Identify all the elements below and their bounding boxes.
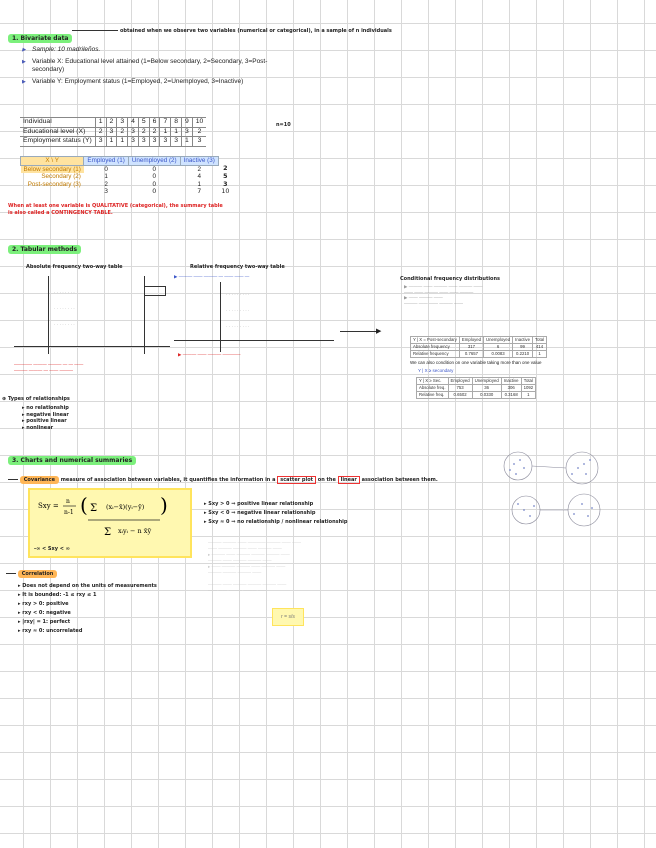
table-cell: 9 [182,118,193,128]
contingency-note: When at least one variable is QUALITATIVE (categorical), the summary table is also called a CONTINGENCY TABLE. [8,203,223,216]
scatter-plot-box: scatter plot [277,476,316,484]
table-cell: 7 [160,118,171,128]
table-cell: Unemployed [484,337,513,344]
types-title: ⊕ Types of relationships [2,396,70,402]
correlation-tag: Correlation [18,570,58,578]
conditional-notes: ▶ ——— —— ——— —— ——— —— —— —— ——— —— —— ——— ▶ —— ——— —— ——— —— —— ——— —— [404,284,483,306]
list-item-text: negative linear [26,411,69,418]
table-cell: Employed [459,337,483,344]
table-cell: 1 [106,137,117,147]
table-cell: 0 [104,165,108,173]
table-cell: Absolute freq. [417,385,449,392]
svg-text:(xᵢ−x̄)(yᵢ−ȳ): (xᵢ−x̄)(yᵢ−ȳ) [106,503,145,511]
table-cell: 2 [117,127,128,137]
abs-freq-notes: ———— ——— ——— — — —— ——— ——— — —— ——— [14,362,84,373]
list-item: ▸ Sxy > 0 ⇒ positive linear relationship [204,501,314,507]
section2-header [8,238,81,256]
list-item: ▸ rxy ≈ 0: uncorrelated [18,628,83,634]
scatter-sketches [496,444,614,532]
correlation-list [18,582,157,636]
svg-text:(: ( [80,493,88,517]
conditional-bullet: Y | X ≥ secondary [418,368,454,373]
section3-header [8,449,136,467]
types-list [22,405,69,431]
table-cell: 1 [171,127,182,137]
svg-text:Σ: Σ [90,503,98,514]
covariance-end: association between them. [361,477,438,483]
correlation-formula-box: r = s/s [272,608,304,626]
conditional-table-1 [410,336,547,358]
table-cell: 8 [171,118,182,128]
list-item: ▸ positive linear [22,418,67,424]
table-cell: 0.0330 [472,392,501,399]
table-cell: 1 [182,137,193,147]
table-cell: 0.7657 [459,351,483,358]
table-cell: Unemployed (2) [128,157,180,166]
covariance-mid: on the [317,477,336,483]
formula-lhs: Sxy = [38,502,59,510]
table-cell: 2 [95,127,106,137]
table-cell: 1 [532,351,546,358]
table-cell: 306 [501,385,521,392]
table-cell: 5 [138,118,149,128]
table-cell: 2 [106,118,117,128]
list-item: ▸ negative linear [22,411,69,418]
list-item: ▸ Sxy ≈ 0 ⇒ no relationship / nonlinear relationship [204,519,348,525]
table-cell: 0.0083 [484,351,513,358]
table-cell: 5 [223,173,228,180]
table-cell: 0 [152,165,157,173]
table-cell: Relative frequency [411,351,460,358]
table-cell: Absolute frequency [411,344,460,351]
table-cell: 1 [197,180,201,188]
table-cell: 3 [104,188,109,195]
table-cell: 3 [223,180,228,188]
list-item-text: Sxy > 0 ⇒ positive linear relationship [208,501,314,507]
bullet-variable-x: ▶ Variable X: Educational level attained (1=Below secondary, 2=Secondary, 3=Post-secondary) [22,58,272,74]
table-cell: 7 [197,188,202,195]
table-cell: 3 [95,137,106,147]
table-cell: Below secondary (1) [21,165,84,173]
svg-text:): ) [160,493,168,517]
svg-text:n-1: n-1 [64,509,74,516]
table-cell: 6 [149,118,160,128]
list-item-text: Sxy ≈ 0 ⇒ no relationship / nonlinear relationship [208,519,348,525]
table-cell: Y | X = Post-secondary [411,337,460,344]
table-cell: 2 [192,127,206,137]
contingency-table [20,156,232,196]
table-cell: Inactive [513,337,533,344]
table-cell [21,188,84,196]
covariance-tag: Covariance [20,476,59,484]
table-cell: 2 [197,165,201,173]
table-cell: 414 [532,344,546,351]
table-cell: 10 [221,188,230,195]
table-cell: 1092 [521,385,536,392]
list-item-text: |rxy| = 1: perfect [22,619,71,625]
abs-freq-title: Absolute frequency two-way table [26,264,123,270]
list-item-text: no relationship [26,405,69,411]
svg-text:xᵢyᵢ − n x̄ȳ: xᵢyᵢ − n x̄ȳ [118,527,152,535]
table-cell: 2 [223,165,228,173]
svg-text:Σ: Σ [104,527,112,538]
list-item-text: rxy ≈ 0: uncorrelated [22,628,83,634]
table-cell: 753 [448,385,472,392]
rel-freq-table: ▶ ——— —— ——— — —— —— — · · · · · · · · · · · · · · · · · · · · · · · · · · · ▶ ——— —— ——— ———— [174,276,334,356]
table-cell: 3 [117,118,128,128]
table-cell: Employed [448,378,472,385]
table-cell: 6 [484,344,513,351]
rel-freq-title: Relative frequency two-way table [190,264,285,270]
covariance-desc: measure of association between variables, it quantifies the information in a [60,477,276,483]
table-cell: Secondary (2) [41,173,81,180]
table-cell: 1 [104,173,108,180]
table-cell: Employed (1) [84,157,128,166]
table-cell: 3 [192,137,206,147]
table-cell: 4 [128,118,139,128]
correlation-header [6,571,57,577]
list-item: ▸ rxy > 0: positive [18,601,69,607]
table-cell: Unemployed [472,378,501,385]
table-cell: 0.6502 [448,392,472,399]
table-cell: X \ Y [21,157,84,166]
list-item-text: rxy > 0: positive [22,601,69,607]
section1-bullets [22,46,272,86]
table-cell: 3 [160,137,171,147]
list-item: ▸ Sxy < 0 ⇒ negative linear relationship [204,510,316,516]
table-cell: Total [521,378,536,385]
table-cell: Inactive (3) [180,157,218,166]
table-cell: Employment status (Y) [23,137,92,144]
table-cell: 2 [138,127,149,137]
types-title-text: Types of relationships [7,396,70,402]
conditional-note: We can also condition on one variable taking more than one value [410,360,542,365]
bullet-sample: ▶ Sample: 10 madrileños. [22,46,272,54]
table-cell: 3 [128,137,139,147]
section3-title: 3. Charts and numerical summaries [8,456,136,465]
conditional-title: Conditional frequency distributions [400,276,501,282]
abs-freq-table: · · · · · · · · · · · · · · · · · · · · · · · · [14,276,170,356]
list-item: ▸ nonlinear [22,424,54,431]
section2-title: 2. Tabular methods [8,245,81,254]
list-item-text: Does not depend on the units of measurements [22,583,157,589]
n-note: n=10 [276,122,291,128]
table-cell: 1 [95,118,106,128]
list-item: ▸ rxy < 0: negative [18,610,71,616]
table-cell: 3 [149,137,160,147]
list-item-text: It is bounded: -1 ≤ rxy ≤ 1 [22,592,97,598]
covariance-line [8,476,508,484]
table-cell: 3 [128,127,139,137]
section1-header [8,27,72,45]
faded-notes: ——— ——— —— ———— ——— —— —— —— ——— ——— —— ——— —— ▸ ——— —— ——— ——— ——— —— ——— —— ——— ——— —— ▸ —— ——— ——— —— ——— —— ——— ——— ——— —— ——— —— ——— ——— ——— —— —— —— ——— ——— —— [208,540,302,593]
list-item: ▸ |rxy| = 1: perfect [18,619,71,625]
table-cell: 2 [149,127,160,137]
arrow-to-conditional [340,331,378,332]
table-cell: 2 [104,180,108,188]
table-cell: 1 [117,137,128,147]
table-cell: Post-secondary (3) [27,180,81,188]
table-cell: Total [532,337,546,344]
data-table [20,117,206,147]
table-cell: 317 [459,344,483,351]
table-cell: 4 [197,173,201,180]
linear-box: linear [338,476,360,484]
list-item: ▸ no relationship [22,405,69,411]
section1-desc: obtained when we observe two variables (numerical or categorical), in a sample of n individuals [120,28,392,34]
list-item-text: Sxy < 0 ⇒ negative linear relationship [208,510,316,516]
list-item: ▸ It is bounded: -1 ≤ rxy ≤ 1 [18,592,97,598]
table-cell: 3 [138,137,149,147]
arrow-line [72,30,118,31]
table-cell: Y | X ≥ Sec. [417,378,449,385]
table-cell: Inactive [501,378,521,385]
arrow-head-icon: ▶ [376,328,382,335]
bullet-variable-y: ▶ Variable Y: Employment status (1=Employed, 2=Unemployed, 3=Inactive) [22,78,272,86]
table-cell: 3 [182,127,193,137]
table-cell: 3 [106,127,117,137]
table-cell: 99 [513,344,533,351]
table-cell: 0.3168 [501,392,521,399]
svg-text:n: n [66,498,70,505]
table-cell: 1 [160,127,171,137]
list-item-text: rxy < 0: negative [22,610,71,616]
table-cell: Individual [23,118,52,125]
covariance-range: -∞ < Sxy < ∞ [34,546,70,552]
table-cell: 0.2210 [513,351,533,358]
table-cell: 36 [472,385,501,392]
covariance-bullets [204,500,347,527]
list-item: ▸ Does not depend on the units of measurements [18,583,157,589]
table-cell: Educational level (X) [23,127,86,135]
table-cell: 10 [192,118,206,128]
table-cell: 0 [152,173,157,180]
conditional-table-2 [416,377,536,399]
scatter-sketch-1 [504,452,600,526]
list-item-text: positive linear [26,418,67,424]
table-cell: 0 [152,180,157,188]
list-item-text: nonlinear [26,424,54,431]
table-cell: Relative freq. [417,392,449,399]
table-cell: 3 [171,137,182,147]
table-cell: 0 [152,188,157,195]
section1-title: 1. Bivariate data [8,34,72,43]
table-cell: 1 [521,392,536,399]
